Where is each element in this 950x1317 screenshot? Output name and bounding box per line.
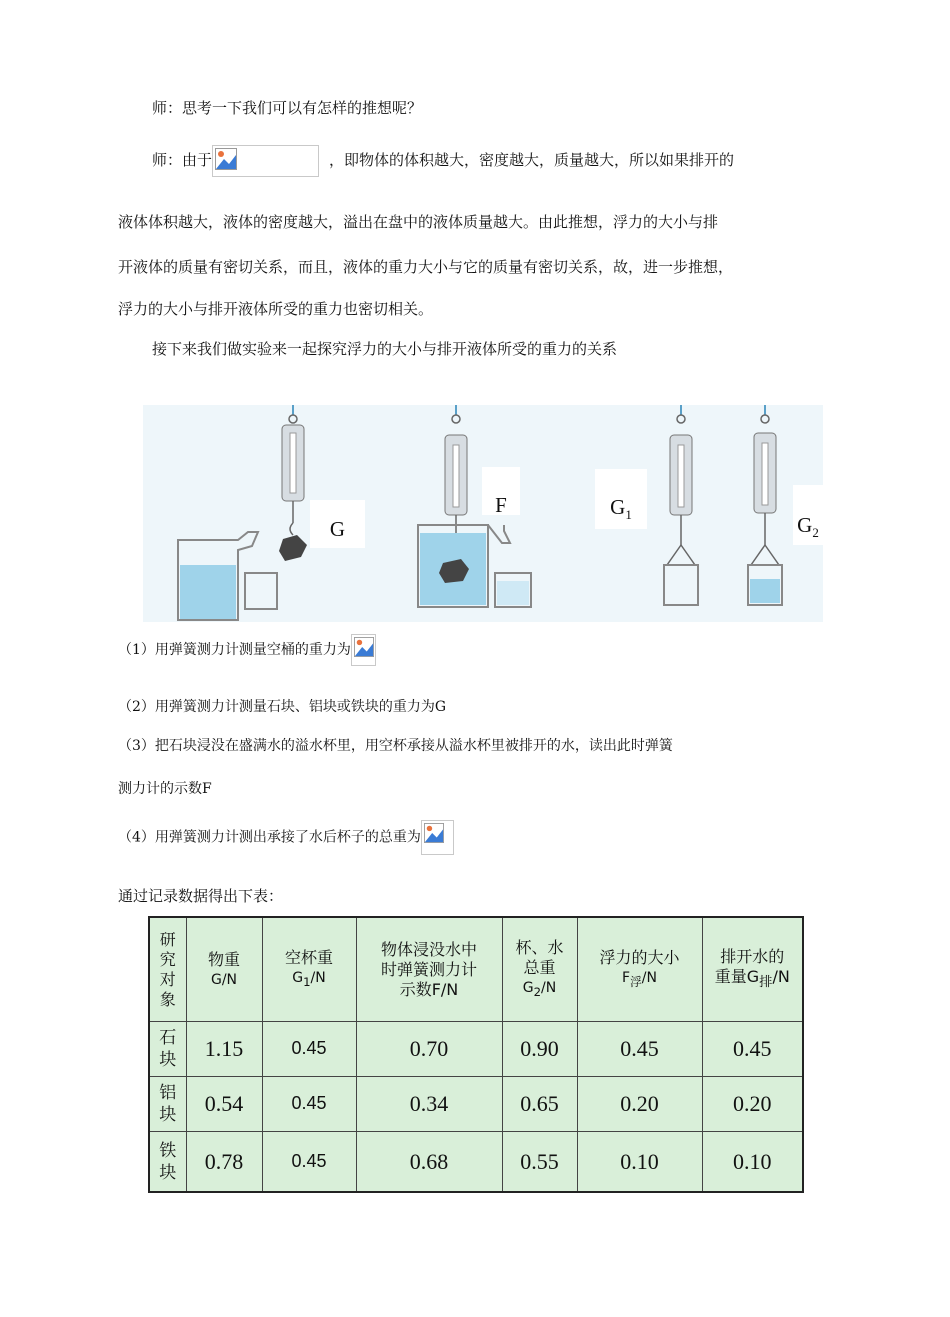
- header-weight: 物重 G/N: [186, 917, 262, 1022]
- experiment-figure: [143, 405, 823, 622]
- label-g2-main: G: [797, 513, 813, 537]
- label-g1-main: G: [610, 495, 626, 519]
- header-cup-water: 杯、水 总重 $G_2/N$: [502, 917, 577, 1022]
- header-buoyancy: 浮力的大小 $F_浮/N$: [577, 917, 702, 1022]
- label-g1-sub: 1: [625, 507, 632, 523]
- step-4: [118, 820, 454, 855]
- paragraph-2: [152, 145, 734, 177]
- broken-image-icon: [351, 634, 376, 666]
- label-g2: [793, 485, 823, 545]
- table-row: 铁 块 0.78 0.45 0.68 0.55 0.10 0.10: [149, 1132, 803, 1192]
- broken-image-icon: [421, 820, 454, 855]
- paragraph-2-end: ，即物体的体积越大，密度越大，质量越大，所以如果排开的: [329, 151, 735, 169]
- step-1: [118, 634, 376, 666]
- header-displaced: 排开水的 重量$G_排/N$: [702, 917, 803, 1022]
- label-g2-sub: 2: [812, 525, 819, 541]
- paragraph-3: 液体体积越大，液体的密度越大，溢出在盘中的液体质量越大。由此推想，浮力的大小与排: [118, 213, 719, 231]
- step-4-text: （4）用弹簧测力计测出承接了水后杯子的总重为: [118, 829, 421, 846]
- header-spring-reading: 物体浸没水中 时弹簧测力计 示数F/N: [356, 917, 502, 1022]
- paragraph-4: 开液体的质量有密切关系，而且，液体的重力大小与它的质量有密切关系，故，进一步推想，: [118, 258, 734, 276]
- data-table: [148, 916, 804, 1193]
- label-f: F: [482, 467, 520, 515]
- header-cup: 空杯重 $G_1/N$: [262, 917, 356, 1022]
- paragraph-2-start: 师：由于: [152, 151, 213, 169]
- table-row: 铝 块 0.54 0.45 0.34 0.65 0.20 0.20: [149, 1076, 803, 1131]
- header-object: 研 究 对 象: [149, 917, 186, 1022]
- table-header-row: [149, 917, 803, 1022]
- paragraph-5: 浮力的大小与排开液体所受的重力也密切相关。: [118, 300, 434, 318]
- table-intro: 通过记录数据得出下表：: [118, 887, 284, 905]
- paragraph-6: 接下来我们做实验来一起探究浮力的大小与排开液体所受的重力的关系: [152, 340, 618, 358]
- step-2: （2）用弹簧测力计测量石块、铝块或铁块的重力为G: [118, 699, 447, 715]
- step-1-text: （1）用弹簧测力计测量空桶的重力为: [118, 642, 351, 658]
- broken-image-icon: [212, 145, 319, 177]
- label-g1: [595, 469, 647, 529]
- step-3b: 测力计的示数F: [118, 781, 212, 797]
- step-3a: （3）把石块浸没在盛满水的溢水杯里，用空杯承接从溢水杯里被排开的水，读出此时弹簧: [118, 738, 673, 754]
- table-row: 石 块 1.15 0.45 0.70 0.90 0.45 0.45: [149, 1022, 803, 1076]
- label-g: G: [310, 500, 365, 548]
- paragraph-1: 师：思考一下我们可以有怎样的推想呢？: [152, 99, 423, 117]
